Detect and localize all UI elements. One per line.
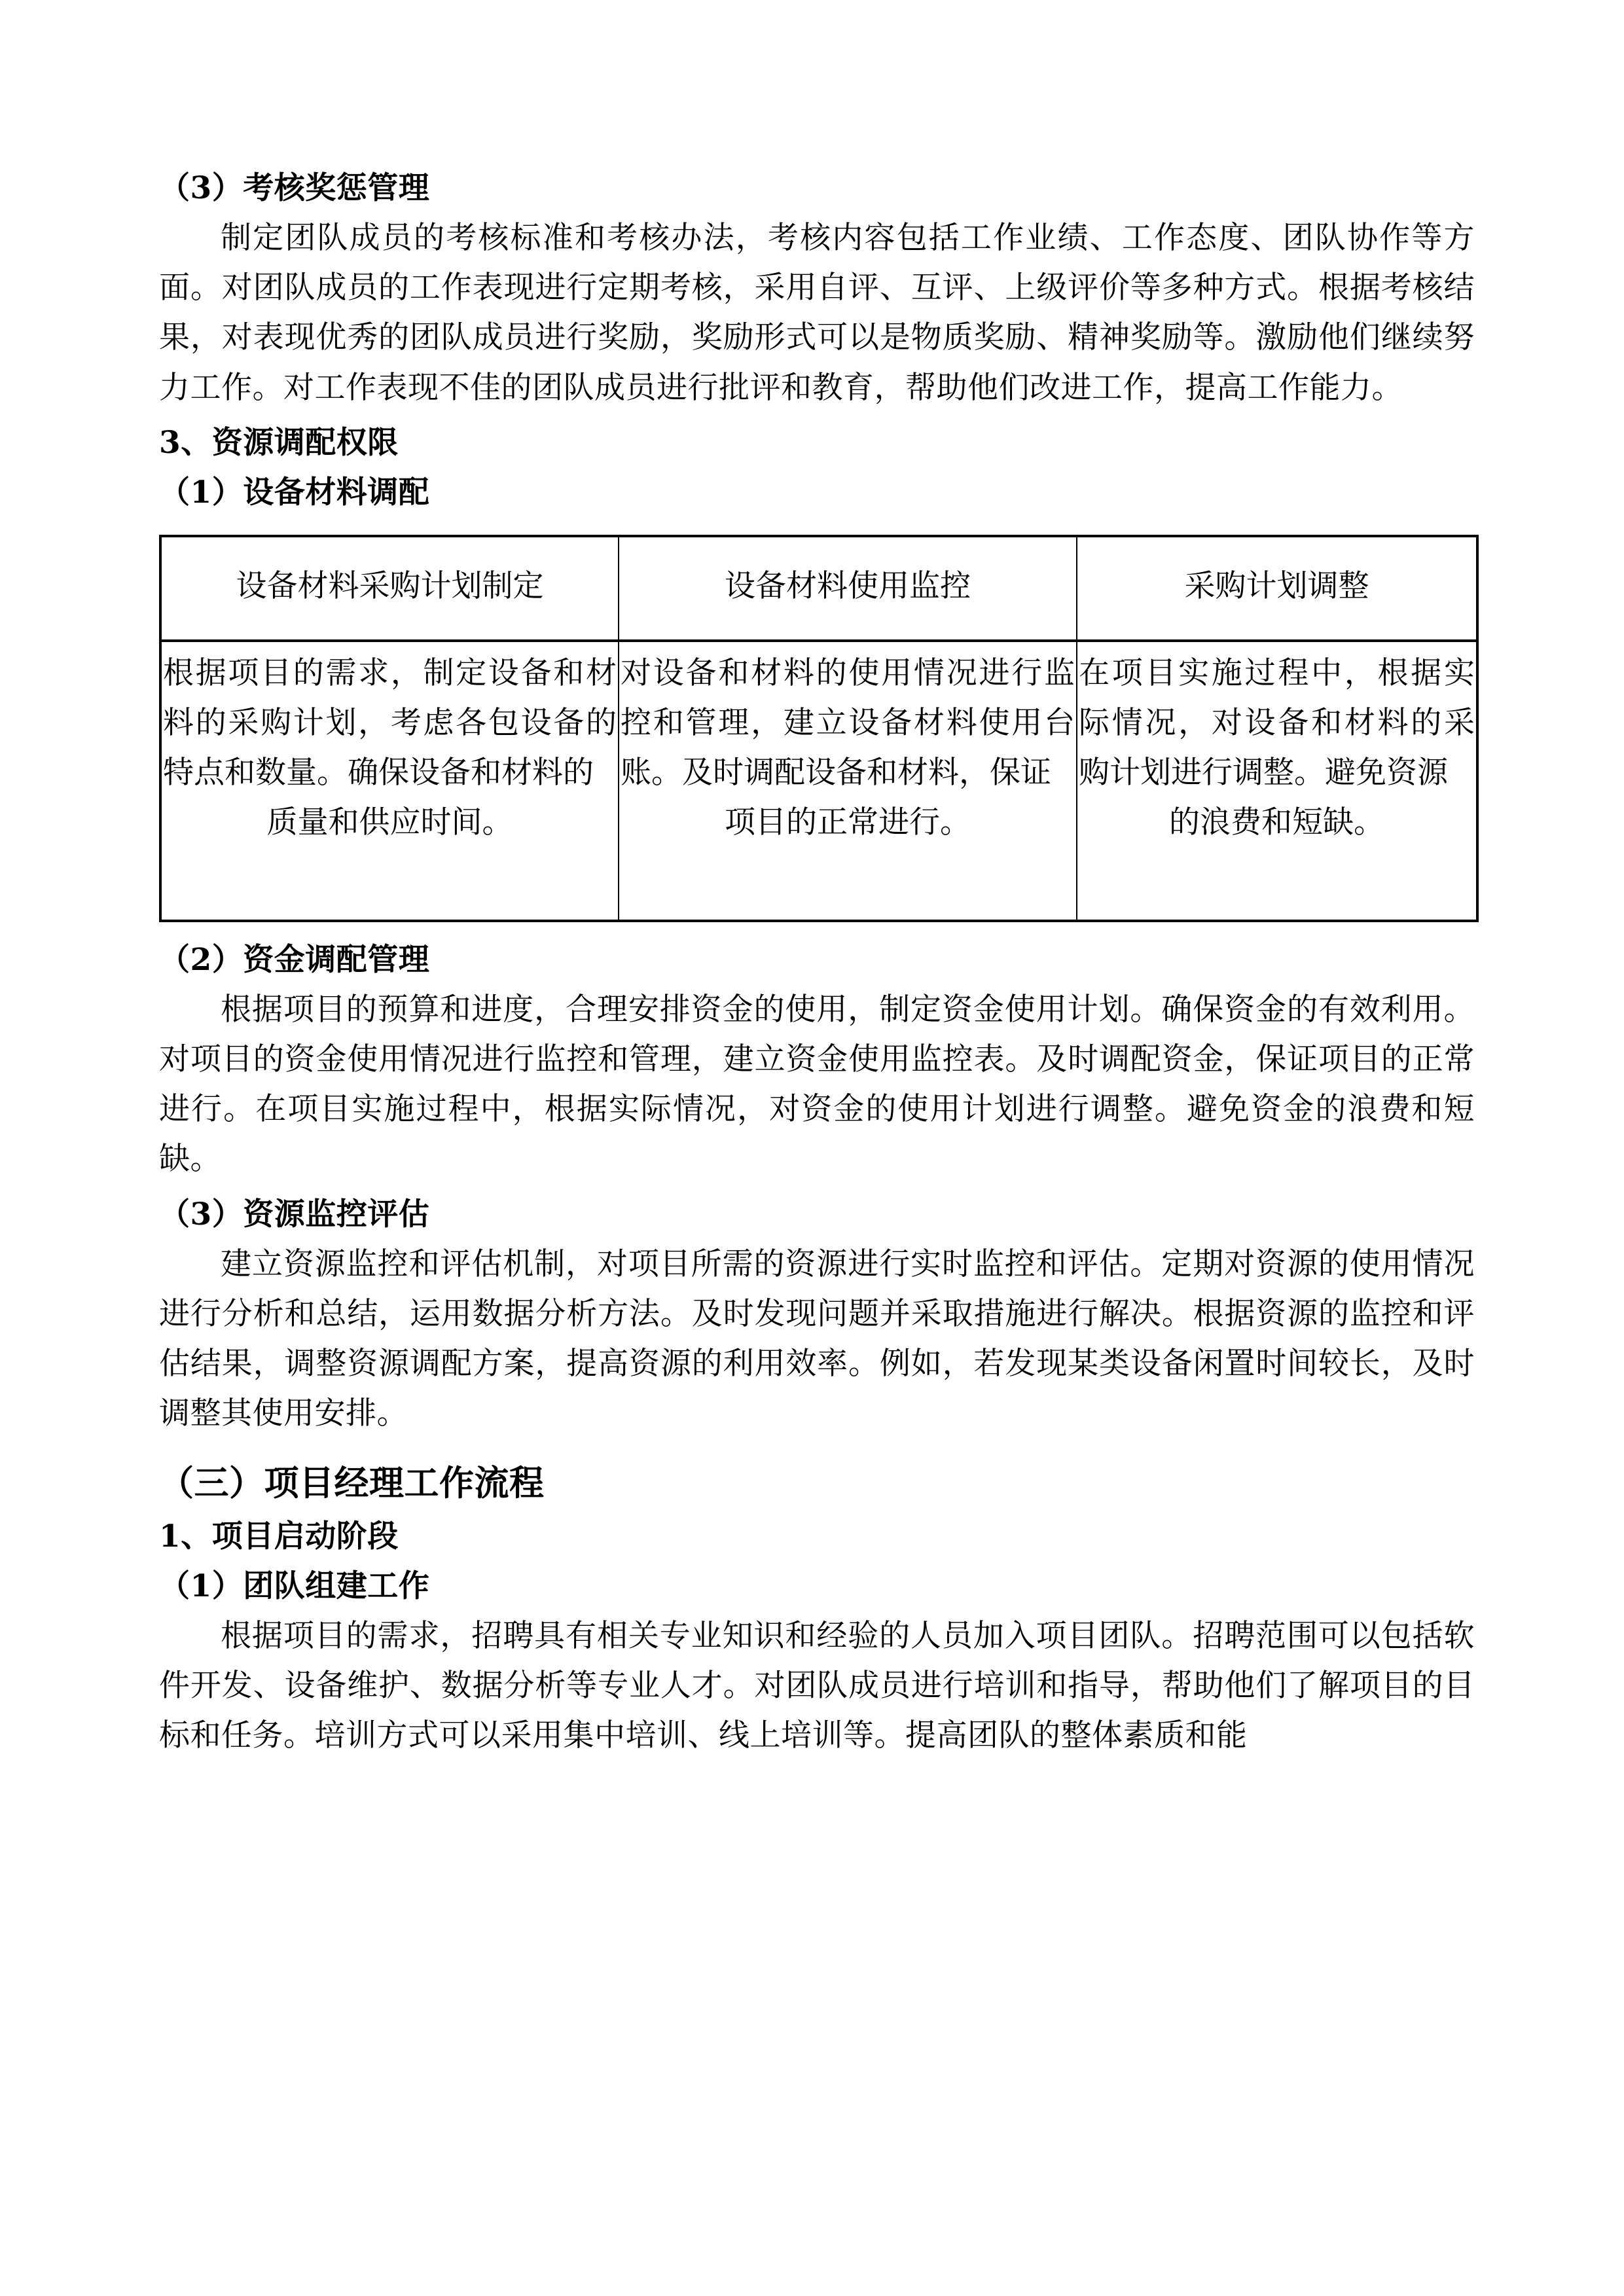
table-cell-plan-adjustment <box>1077 641 1477 921</box>
paragraph-assessment-reward: 制定团队成员的考核标准和考核办法，考核内容包括工作业绩、工作态度、团队协作等方面。对团队成员的工作表现进行定期考核，采用自评、互评、上级评价等多种方式。根据考核结果，对表现优秀的团队成员进行奖励，奖励形式可以是物质奖励、精神奖励等。激励他们继续努力工作。对工作表现不佳的团队成员进行批评和教育，帮助他们改进工作，提高工作能力。 <box>159 220 1475 406</box>
heading-team-building-work: （1）团队组建工作 <box>159 1568 430 1605</box>
table-header-cell-usage-monitoring: 设备材料使用监控 <box>619 536 1077 641</box>
heading-resource-allocation-authority: 3、资源调配权限 <box>159 424 399 461</box>
paragraph-resource-monitoring-evaluation: 建立资源监控和评估机制，对项目所需的资源进行实时监控和评估。定期对资源的使用情况进行分析和总结，运用数据分析方法。及时发现问题并采取措施进行解决。根据资源的监控和评估结果，调整资源调配方案，提高资源的利用效率。例如，若发现某类设备闲置时间较长，及时调整其使用安排。 <box>159 1246 1475 1431</box>
table-cell-text-tail: 的浪费和短缺。 <box>1169 804 1384 841</box>
table-cell-usage-monitoring <box>619 641 1077 921</box>
heading-project-manager-workflow: （三）项目经理工作流程 <box>159 1463 545 1504</box>
heading-assessment-reward: （3）考核奖惩管理 <box>159 170 430 206</box>
paragraph-team-building-work: 根据项目的需求，招聘具有相关专业知识和经验的人员加入项目团队。招聘范围可以包括软件开发、设备维护、数据分析等专业人才。对团队成员进行培训和指导，帮助他们了解项目的目标和任务。培训方式可以采用集中培训、线上培训等。提高团队的整体素质和能 <box>159 1618 1475 1754</box>
table-header-cell-purchase-plan: 设备材料采购计划制定 <box>160 536 619 641</box>
table-cell-purchase-plan <box>160 641 619 921</box>
table-header-cell-plan-adjustment: 采购计划调整 <box>1077 536 1477 641</box>
table-cell-text-tail: 质量和供应时间。 <box>266 804 513 841</box>
table-header <box>160 536 1477 641</box>
table-row <box>160 641 1477 921</box>
table-body <box>160 641 1477 921</box>
table-header-row <box>160 536 1477 641</box>
table-cell-text: 在项目实施过程中，根据实际情况，对设备和材料的采购计划进行调整。避免资源 <box>1079 655 1475 791</box>
paragraph-fund-allocation-management: 根据项目的预算和进度，合理安排资金的使用，制定资金使用计划。确保资金的有效利用。对项目的资金使用情况进行监控和管理，建立资金使用监控表。及时调配资金，保证项目的正常进行。在项目实施过程中，根据实际情况，对资金的使用计划进行调整。避免资金的浪费和短缺。 <box>159 992 1475 1177</box>
heading-fund-allocation-management: （2）资金调配管理 <box>159 941 430 978</box>
heading-resource-monitoring-evaluation: （3）资源监控评估 <box>159 1196 430 1232</box>
table-cell-text-tail: 项目的正常进行。 <box>725 804 971 841</box>
table-cell-text: 根据项目的需求，制定设备和材料的采购计划，考虑各包设备的特点和数量。确保设备和材料的 <box>163 655 617 791</box>
heading-project-startup-phase: 1、项目启动阶段 <box>159 1518 399 1554</box>
table-cell-text: 对设备和材料的使用情况进行监控和管理，建立设备材料使用台账。及时调配设备和材料，保证 <box>621 655 1075 791</box>
equipment-material-table <box>159 535 1479 922</box>
heading-equipment-material-allocation: （1）设备材料调配 <box>159 474 430 511</box>
spacer <box>159 413 1475 418</box>
spacer <box>159 1439 1475 1456</box>
spacer <box>159 1185 1475 1190</box>
